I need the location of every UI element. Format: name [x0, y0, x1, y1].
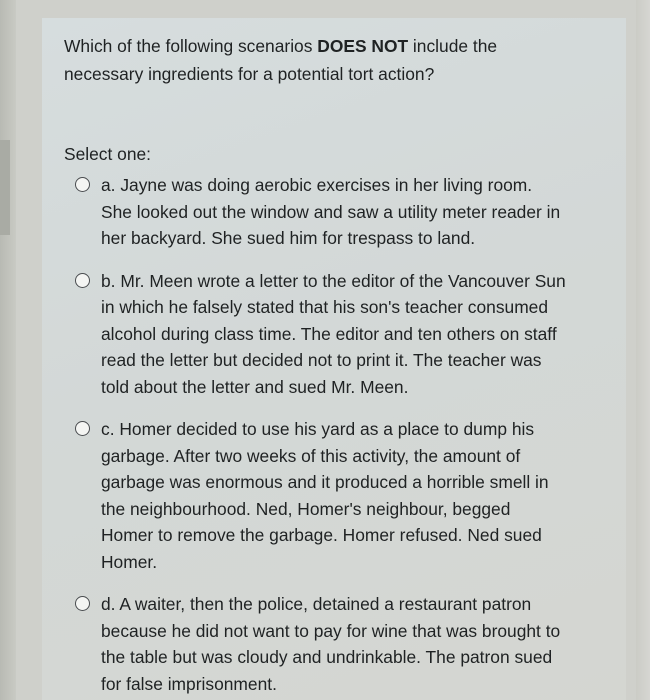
option-a[interactable] — [64, 172, 606, 252]
select-one-label: Select one: — [64, 144, 152, 164]
option-d-label[interactable]: d. A waiter, then the police, detained a restaurant patron because he did not want to pay for wine that was brought to the table but was cloudy and undrinkable. The patron sued for false imprisonment. — [101, 594, 561, 694]
option-c[interactable] — [64, 416, 606, 575]
option-d-radio-button[interactable] — [75, 596, 90, 611]
answer-options — [64, 172, 606, 697]
question-text — [64, 32, 564, 88]
question-emphasis: DOES NOT — [317, 36, 409, 56]
option-b[interactable] — [64, 268, 606, 401]
option-b-label[interactable]: b. Mr. Meen wrote a letter to the editor of the Vancouver Sun in which he falsely stated that his son's teacher consumed alcohol during class time. The editor and ten others on staff read the letter but decided not to print it. The teacher was told about the letter and sued Mr. Meen. — [101, 270, 566, 397]
option-a-radio-button[interactable] — [75, 177, 90, 192]
question-text-before: Which of the following scenarios — [64, 36, 318, 56]
option-b-radio-button[interactable] — [75, 273, 90, 288]
option-d[interactable] — [64, 591, 606, 697]
page-edge-strip — [0, 140, 10, 235]
question-card — [42, 18, 626, 700]
option-c-radio-button[interactable] — [75, 421, 90, 436]
option-a-label[interactable]: a. Jayne was doing aerobic exercises in her living room. She looked out the window and saw a utility meter reader in her backyard. She sued him for trespass to land. — [101, 175, 561, 248]
option-c-label[interactable]: c. Homer decided to use his yard as a place to dump his garbage. After two weeks of this activity, the amount of garbage was enormous and it produced a horrible smell in the neighbourhood. Ned, Homer's neighbour, begged Homer to remove the garbage. Homer refused. Ned sued Homer. — [101, 419, 549, 572]
page-left-edge — [0, 0, 16, 700]
page-right-edge — [636, 0, 650, 700]
question-text-after: include the necessary ingredients for a potential tort action? — [64, 36, 498, 84]
